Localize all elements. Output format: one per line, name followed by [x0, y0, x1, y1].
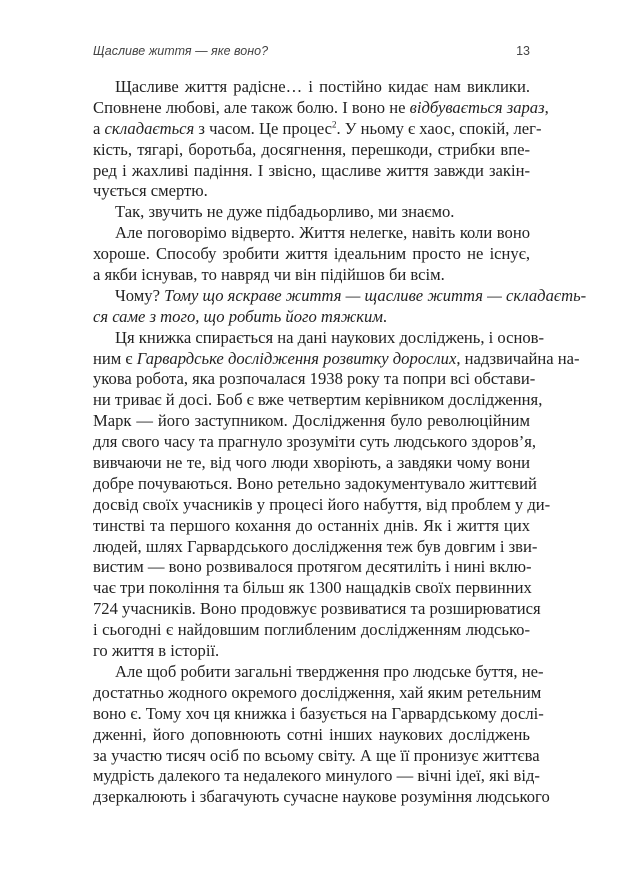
- text: Чому?: [115, 285, 165, 305]
- text-line: [93, 118, 542, 140]
- text: Марк — його заступником. Дослідження було революційним: [93, 411, 530, 431]
- text: ни триває й досі. Боб є вже четвертим керівником дослідження,: [93, 390, 543, 410]
- text: . У ньому є хаос, спокій, лег-: [336, 118, 542, 138]
- text: а: [93, 118, 105, 138]
- text: за участю тисяч осіб по всьому світу. А ще її пронизує життєва: [93, 745, 540, 765]
- paragraph: [93, 77, 549, 202]
- text-line: [93, 161, 530, 182]
- paragraph: [93, 223, 530, 286]
- text: досвід своїх учасників у процесі його набуття, від проблем у ди-: [93, 494, 551, 514]
- text-line: [93, 244, 530, 265]
- italic-text: Гарвардське дослідження розвитку дорослих: [136, 348, 457, 368]
- paragraph: [93, 285, 587, 328]
- text-line: [93, 77, 530, 98]
- text: ред і жахливі падіння. І звісно, щасливе життя завжди закін-: [93, 160, 530, 180]
- text: добре почуваються. Воно ретельно задокументувало життєвий: [93, 473, 537, 493]
- text: для свого часу та прагнуло зрозуміти суть людського здоров’я,: [93, 432, 537, 452]
- text: вистим — воно розвивалося протягом десятиліть і нині вклю-: [93, 557, 532, 577]
- text: .: [382, 306, 388, 326]
- text-line: [93, 661, 544, 683]
- paragraph: [93, 202, 530, 223]
- italic-text: ся саме з того, що робить його тяжким: [93, 306, 383, 326]
- paragraph: [93, 661, 550, 808]
- text-line: [93, 641, 530, 662]
- text-line: [93, 432, 537, 453]
- text-line: [93, 181, 530, 202]
- text: , надзвичайна на-: [456, 348, 580, 368]
- text-line: [93, 766, 540, 787]
- text: мудрість далекого та недалекого минулого — вічні ідеї, які від-: [93, 766, 540, 786]
- text: тинстві та першого кохання до останніх днів. Як і життя цих: [93, 515, 530, 535]
- text-line: [93, 265, 530, 286]
- text-line: [93, 725, 530, 746]
- text: і сьогодні є найдовшим поглибленим дослідженням людсько-: [93, 620, 530, 640]
- footnote-ref[interactable]: 2: [331, 119, 337, 130]
- text-line: [93, 557, 530, 578]
- text-line: [93, 390, 543, 411]
- text-line: [93, 473, 537, 495]
- text-line: [93, 307, 530, 328]
- text: чується смертю.: [93, 181, 208, 201]
- text-line: [93, 369, 536, 390]
- text: воно є. Тому хоч ця книжка і базується на Гарвардському дослі-: [93, 703, 544, 723]
- text-line: [93, 140, 530, 161]
- text: Але щоб робити загальні твердження про людське буття, не-: [115, 661, 544, 681]
- text-line: [93, 745, 540, 767]
- text-line: [93, 348, 580, 370]
- paragraph: [93, 327, 580, 662]
- page-number: 13: [516, 44, 530, 58]
- text: хороше. Способу зробити життя ідеальним просто не існує,: [93, 244, 530, 264]
- text-line: [93, 202, 530, 223]
- text: Але поговорімо відверто. Життя нелегке, навіть коли воно: [115, 223, 530, 243]
- text-line: [93, 787, 550, 808]
- italic-text: відбувається зараз: [409, 97, 545, 117]
- text: 724 учасників. Воно продовжує розвиватися та розширюватися: [93, 599, 541, 619]
- text: кість, тягарі, боротьба, досягнення, перешкоди, стрибки впе-: [93, 139, 530, 159]
- text-line: [93, 703, 544, 725]
- text-line: [93, 453, 530, 474]
- italic-text: Тому що яскраве життя — щасливе життя — складаєть-: [164, 285, 587, 305]
- text-line: [93, 620, 530, 641]
- text-line: [93, 327, 545, 349]
- text-line: [93, 223, 530, 244]
- text-line: [93, 578, 530, 599]
- text: дзеркалюють і збагачують сучасне наукове розуміння людського: [93, 787, 550, 807]
- text: а якби існував, то навряд чи він підійшов би всім.: [93, 265, 445, 285]
- text: людей, шлях Гарвардського дослідження теж був довгим і зви-: [93, 536, 538, 556]
- body-text: [93, 77, 587, 808]
- text: ним є: [93, 348, 137, 368]
- text: Щасливе життя радісне… і постійно кидає нам виклики.: [115, 77, 530, 96]
- running-header: [93, 44, 530, 58]
- text-line: [93, 285, 587, 307]
- text-line: [93, 411, 530, 432]
- text: достатньо жодного окремого дослідження, хай яким ретельним: [93, 682, 542, 702]
- text: Сповнене любові, але також болю. І воно не: [93, 97, 410, 117]
- italic-text: складається: [104, 118, 195, 138]
- text-line: [93, 682, 542, 704]
- text: вивчаючи не те, від чого люди хворіють, а завдяки чому вони: [93, 453, 530, 473]
- text: го життя в історії.: [93, 641, 220, 661]
- text-line: [93, 516, 530, 537]
- text-line: [93, 599, 541, 620]
- text-line: [93, 536, 538, 558]
- text: укова робота, яка розпочалася 1938 року та попри всі обстави-: [93, 369, 536, 389]
- text: чає три покоління та більш як 1300 нащадків своїх первинних: [93, 578, 532, 598]
- text-line: [93, 97, 549, 119]
- chapter-title: Щасливе життя — яке воно?: [93, 44, 269, 58]
- text: з часом. Це процес: [194, 118, 332, 138]
- text: Так, звучить не дуже підбадьорливо, ми знаємо.: [115, 202, 455, 222]
- text: Ця книжка спирається на дані наукових досліджень, і основ-: [115, 327, 545, 347]
- text-line: [93, 494, 551, 516]
- text: дженні, його доповнюють сотні інших наукових досліджень: [93, 724, 530, 744]
- text: ,: [544, 97, 549, 117]
